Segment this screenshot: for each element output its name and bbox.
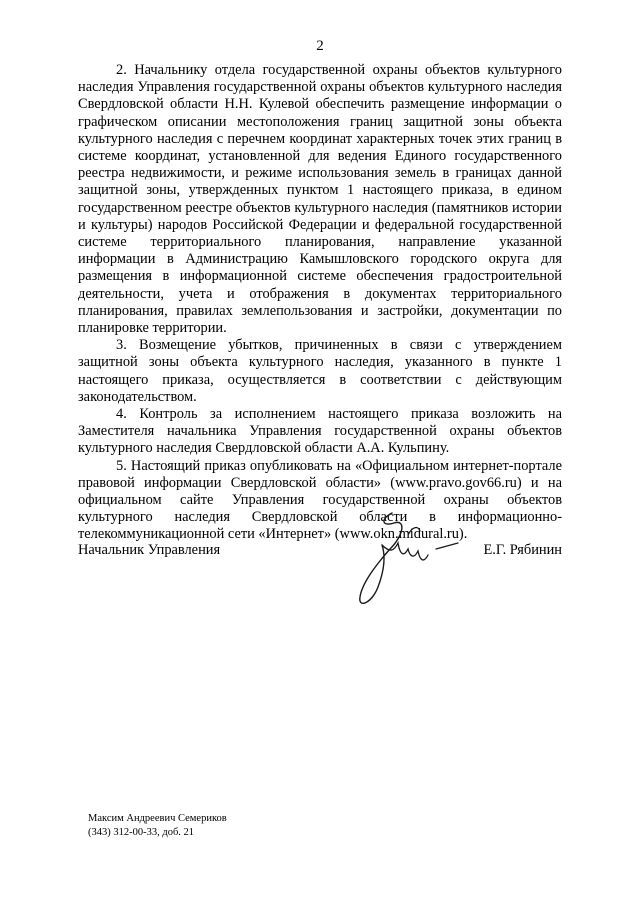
document-body bbox=[78, 62, 562, 544]
author-phone: (343) 312-00-33, доб. 21 bbox=[88, 827, 195, 838]
page-number: 2 bbox=[316, 38, 324, 54]
author-name: Максим Андреевич Семериков bbox=[88, 813, 227, 824]
signatory-name: Е.Г. Рябинин bbox=[483, 542, 562, 558]
signatory-title: Начальник Управления bbox=[78, 542, 221, 558]
paragraph-5: 5. Настоящий приказ опубликовать на «Официальном интернет-портале правовой информации Свердловской области» (www.pravo.gov66.ru) и на официальном сайте Управления государственной охраны объектов культурного наследия Свердловской области в информационно-телекоммуникационной сети «Интернет» (www.okn.midural.ru). bbox=[78, 457, 562, 543]
paragraph-4: 4. Контроль за исполнением настоящего приказа возложить на Заместителя начальника Управления государственной охраны объектов культурного наследия Свердловской области А.А. Кульпину. bbox=[78, 406, 562, 457]
footer-contact bbox=[88, 812, 227, 840]
paragraph-3: 3. Возмещение убытков, причиненных в связи с утверждением защитной зоны объекта культурного наследия, указанного в пункте 1 настоящего приказа, осуществляется в соответствии с действующим законодательством. bbox=[78, 337, 562, 405]
signature-row bbox=[78, 542, 562, 562]
paragraph-2: 2. Начальнику отдела государственной охраны объектов культурного наследия Управления государственной охраны объектов культурного наследия Свердловской области Н.Н. Кулевой обеспечить размещение информации о графическом описании местоположения границ защитной зоны объекта культурного наследия с перечнем координат характерных точек этих границ в системе координат, установленной для ведения Единого государственного реестра недвижимости, и режиме использования земель в границах данной защитной зоны, утвержденных пунктом 1 настоящего приказа, в едином государственном реестре объектов культурного наследия (памятников истории и культуры) народов Российской Федерации и федеральной государственной системе территориального планирования, направление указанной информации в Администрацию Камышловского городского округа для размещения в информационной системе обеспечения градостроительной деятельности, учета и отображения в документах территориального планирования, правилах землепользования и застройки, документации по планировке территории. bbox=[78, 62, 562, 337]
